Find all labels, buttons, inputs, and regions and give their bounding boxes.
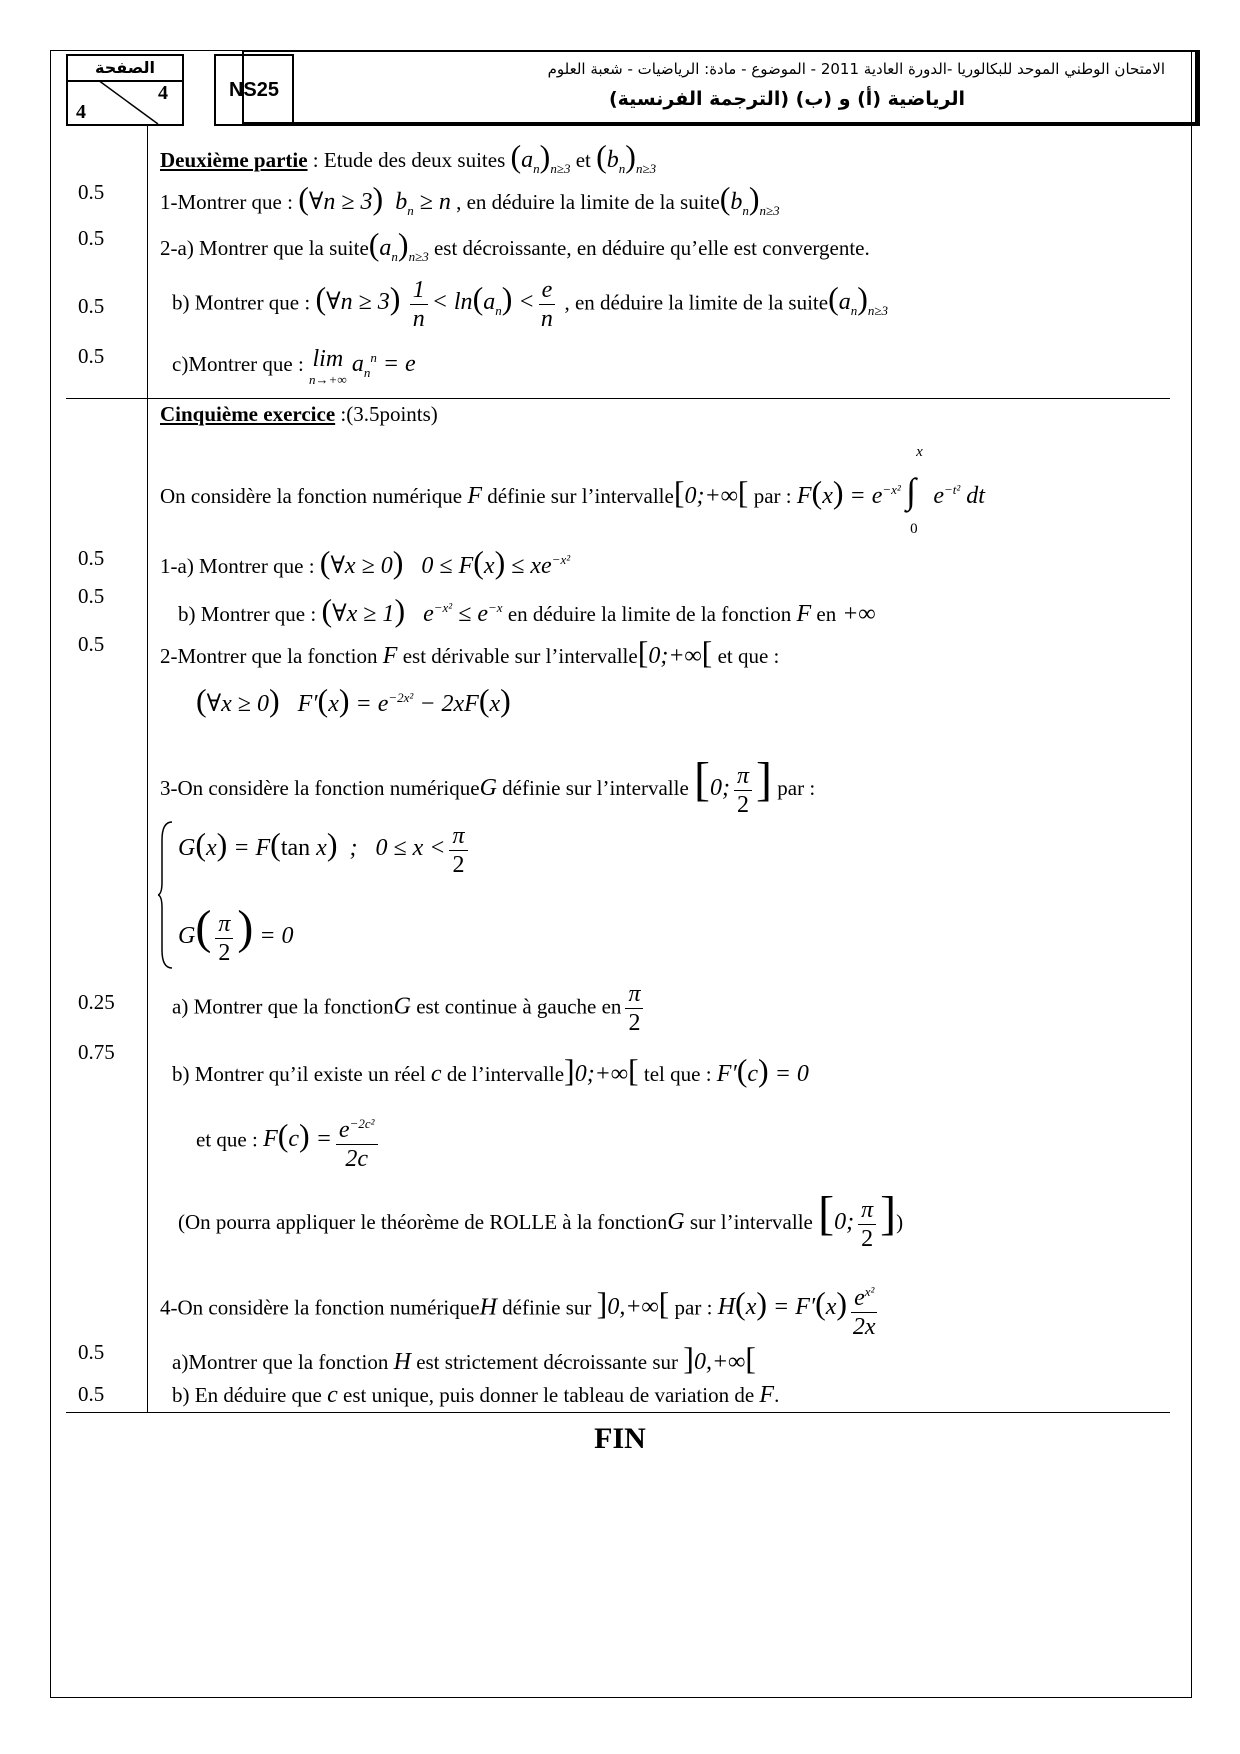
ex5-q3a: a) Montrer que la fonctionG est continue à gauche en $\frac{\pi}{2}$ bbox=[172, 980, 647, 1037]
ex5-intro-mid: définie sur l’intervalle bbox=[482, 484, 674, 508]
ex5-g-def1: G(x) = F(tan x) ; 0 ≤ x < $\frac{\pi}{2}$ bbox=[178, 822, 472, 879]
points-ex5-q1b: 0.5 bbox=[78, 584, 105, 608]
ex5-q2-text: 2-Montrer que la fonction bbox=[160, 644, 383, 668]
ex5-heading bbox=[160, 402, 438, 427]
ex5-q4: 4-On considère la fonction numériqueH définie sur ]0,+∞[ par : H(x) = F′(x) $\frac{e^{x^2}}{2x}$ bbox=[160, 1278, 881, 1341]
ex5-q3-hint: (On pourra appliquer le théorème de ROLLE à la fonctionG sur l’intervalle [0; $\frac{\pi}{2}$ ]) bbox=[178, 1187, 904, 1252]
part2-q1: 1-Montrer que : (∀n ≥ 3) $b_n \ge n$ , en déduire la limite de la $suite(b_n)_{n\ge 3}$ bbox=[160, 180, 780, 218]
ex5-q1b-rest: en déduire la limite de la fonction bbox=[502, 602, 797, 626]
ex5-intro-text: On considère la fonction numérique bbox=[160, 484, 468, 508]
page-label: الصفحة bbox=[68, 56, 182, 82]
ex5-q3-hint-text: (On pourra appliquer le théorème de ROLLE à la fonction bbox=[178, 1210, 668, 1234]
header bbox=[50, 50, 1200, 126]
ex5-q4-mid: définie sur bbox=[496, 1295, 597, 1320]
ex5-q3b-cont: et que : F(c) = $\frac{e^{-2c^2}}{2c}$ bbox=[196, 1110, 382, 1173]
exam-title-line1: الامتحان الوطني الموحد للبكالوريا -الدورة العادية 2011 - الموضوع - مادة: الرياضيات - شعبة العلوم bbox=[547, 60, 1165, 78]
ex5-q4b-text: b) En déduire que bbox=[172, 1383, 328, 1407]
ex5-q4a-text: a)Montrer que la fonction bbox=[172, 1350, 394, 1374]
ex5-q3-hint-mid: sur l’intervalle bbox=[684, 1210, 813, 1234]
part2-q2b-rest: , en déduire la limite de la suite bbox=[564, 290, 829, 315]
section-divider bbox=[66, 398, 1170, 399]
exam-title-box bbox=[242, 50, 1200, 126]
ex5-q4-text: 4-On considère la fonction numérique bbox=[160, 1295, 480, 1320]
ex5-q3b-text: b) Montrer qu’il existe un réel bbox=[172, 1062, 431, 1086]
part2-q2b-text: b) Montrer que : bbox=[172, 290, 316, 315]
ex5-intro: On considère la fonction numérique F définie sur l’intervalle[0;+∞[ par : $F(x) = e^{-x^2}$ ∫ x 0 $e^{-t^2}$ dt bbox=[160, 444, 985, 537]
page-number: 4 bbox=[158, 82, 168, 104]
ex5-heading-title: Cinquième exercice bbox=[160, 402, 336, 426]
part2-heading: Deuxième partie : Etude des deux suites $(a_n)_{n\ge 3}$ et $(b_n)_{n\ge 3}$ bbox=[160, 138, 657, 176]
part2-heading-rest: : Etude des deux suites bbox=[307, 148, 506, 172]
points-ex5-q4b: 0.5 bbox=[78, 1382, 105, 1406]
part2-q2a: 2-a) Montrer que la $suite(a_n)_{n\ge 3}$ est décroissante, en déduire qu’elle est convergente. bbox=[160, 226, 870, 264]
ex5-q3b-mid: de l’intervalle bbox=[441, 1062, 565, 1086]
ex5-q3a-mid: est continue à gauche en bbox=[410, 994, 622, 1019]
ex5-q1b-end: en bbox=[811, 602, 837, 626]
ex5-q1b-text: b) Montrer que : bbox=[178, 602, 322, 626]
points-ex5-q3a: 0.25 bbox=[78, 990, 115, 1014]
end-marker: FIN bbox=[594, 1422, 646, 1455]
points-ex5-q2: 0.5 bbox=[78, 632, 105, 656]
points-q1: 0.5 bbox=[78, 180, 105, 204]
ex5-heading-rest: :(3.5points) bbox=[335, 402, 438, 426]
ex5-q2-end: et que : bbox=[712, 644, 780, 668]
ex5-q4b: b) En déduire que c est unique, puis donner le tableau de variation de F. bbox=[172, 1382, 780, 1408]
ex5-q2-formula: (∀x ≥ 0) $F'(x) = e^{-2x^2} - 2xF(x)$ bbox=[196, 682, 511, 718]
part2-q1-text: 1-Montrer que : bbox=[160, 190, 299, 214]
part2-q2a-rest: est décroissante, en déduire qu’elle est convergente. bbox=[428, 236, 870, 260]
ex5-q1a: 1-a) Montrer que : (∀x ≥ 0) $0 \le F(x) \le xe^{-x^2}$ bbox=[160, 544, 571, 580]
ex5-q3b: b) Montrer qu’il existe un réel c de l’intervalle]0;+∞[ tel que : F′(c) = 0 bbox=[172, 1052, 809, 1088]
ex5-q3b-cont-text: et que : bbox=[196, 1127, 264, 1152]
part2-q2c: c)Montrer que : lim n→+∞ $a_n^n = e$ bbox=[172, 346, 416, 387]
ex5-q3-text: 3-On considère la fonction numérique bbox=[160, 776, 480, 800]
points-q2c: 0.5 bbox=[78, 344, 105, 368]
ex5-q4b-mid: est unique, puis donner le tableau de variation de bbox=[337, 1383, 760, 1407]
part2-q2c-text: c)Montrer que : bbox=[172, 352, 310, 376]
ex5-intro-par: par : bbox=[748, 484, 797, 508]
points-ex5-q3b: 0.75 bbox=[78, 1040, 115, 1064]
part2-heading-title: Deuxième partie bbox=[160, 148, 308, 172]
ex5-q3b-end: tel que : bbox=[638, 1062, 717, 1086]
system-brace bbox=[158, 820, 174, 970]
exam-title-line2: الرياضية (أ) و (ب) (الترجمة الفرنسية) bbox=[608, 88, 965, 110]
points-column-divider bbox=[147, 126, 148, 1412]
bottom-divider bbox=[66, 1412, 1170, 1413]
page-total: 4 bbox=[76, 101, 86, 123]
points-q2b: 0.5 bbox=[78, 294, 105, 318]
exam-code: NS25 bbox=[214, 54, 294, 126]
page-number-box bbox=[66, 54, 184, 126]
ex5-q3-mid: définie sur l’intervalle bbox=[496, 776, 689, 800]
ex5-q4a-mid: est strictement décroissante sur bbox=[410, 1350, 684, 1374]
ex5-g-def2: G( $\frac{\pi}{2}$ ) = 0 bbox=[178, 901, 294, 966]
ex5-q1b: b) Montrer que : (∀x ≥ 1) $e^{-x^2} \le e^{-x}$ en déduire la limite de la fonction F en +∞ bbox=[178, 592, 876, 628]
points-ex5-q1a: 0.5 bbox=[78, 546, 105, 570]
ex5-q3-end: par : bbox=[772, 776, 816, 800]
part2-q2a-text: 2-a) Montrer que la suite bbox=[160, 236, 369, 260]
ex5-q2: 2-Montrer que la fonction F est dérivable sur l’intervalle[0;+∞[ et que : bbox=[160, 634, 780, 670]
ex5-q1a-text: 1-a) Montrer que : bbox=[160, 554, 320, 578]
ex5-q4-par: par : bbox=[669, 1295, 718, 1320]
points-q2a: 0.5 bbox=[78, 226, 105, 250]
points-ex5-q4a: 0.5 bbox=[78, 1340, 105, 1364]
ex5-q4a: a)Montrer que la fonction H est strictement décroissante sur ]0,+∞[ bbox=[172, 1340, 756, 1376]
ex5-q2-mid: est dérivable sur l’intervalle bbox=[397, 644, 638, 668]
part2-q1-rest: , en déduire la limite de la suite bbox=[450, 190, 720, 214]
ex5-q3a-text: a) Montrer que la fonction bbox=[172, 994, 394, 1019]
ex5-q3: 3-On considère la fonction numériqueG définie sur l’intervalle [0; $\frac{\pi}{2}$ ] par : bbox=[160, 753, 816, 818]
part2-q2b: b) Montrer que : (∀n ≥ 3) $\frac{1}{n}$ < $\ln(a_n)$ < $\frac{e}{n}$ , en déduire la limite de la $suite(a_n)_{n\ge 3}$ bbox=[172, 277, 889, 332]
